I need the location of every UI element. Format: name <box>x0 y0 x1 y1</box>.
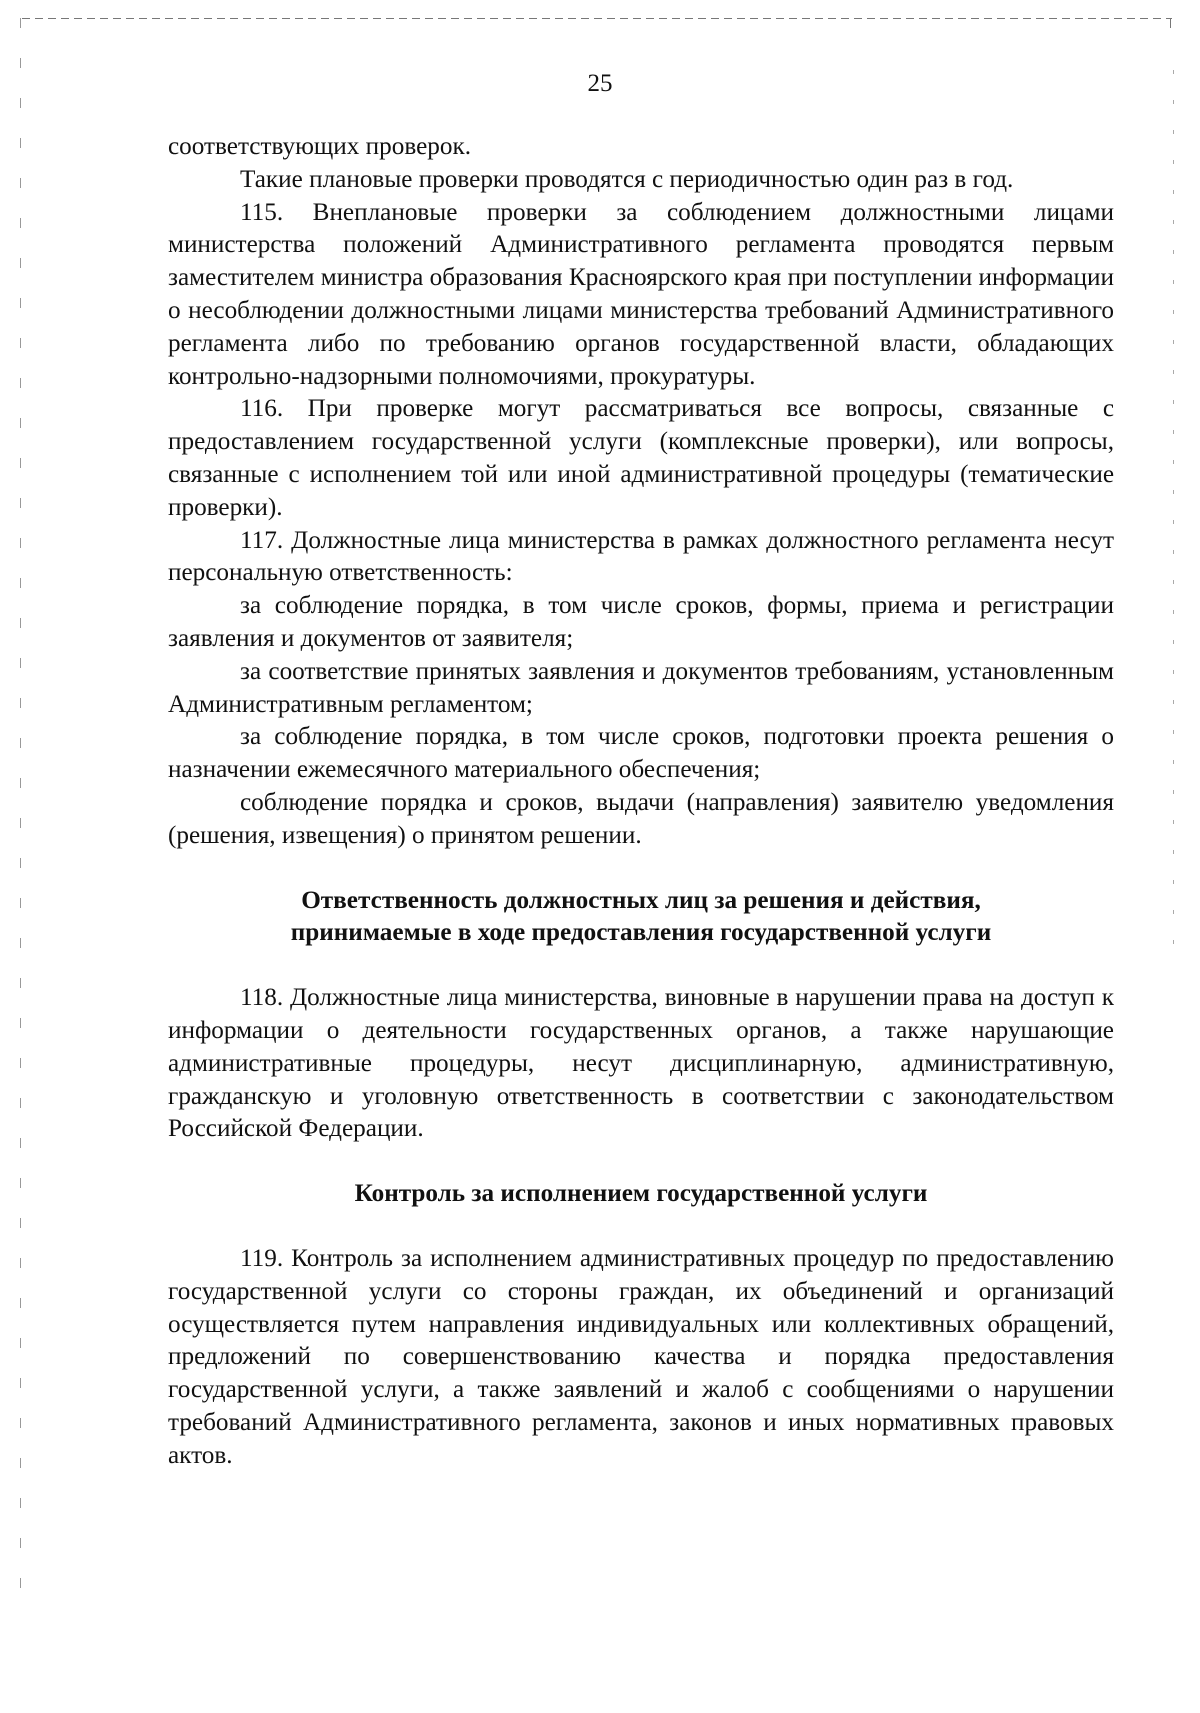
heading-line: принимаемые в ходе предоставления государственной услуги <box>290 919 992 947</box>
scan-edge-right <box>1173 70 1174 970</box>
paragraph-117: 117. Должностные лица министерства в рамках должностного регламента несут персональную ответственность: <box>168 526 1114 587</box>
page-number: 25 <box>587 70 613 97</box>
paragraph-115: 115. Внеплановые проверки за соблюдением должностными лицами министерства положений Административного регламента проводятся первым заместителем министра образования Красноярского края при поступлении информации о несоблюдении должностными лицами министерства требований Административного регламента либо по требованию органов государственной власти, обладающих контрольно-надзорными полномочиями, прокуратуры. <box>168 198 1114 390</box>
heading-line: Ответственность должностных лиц за решения и действия, <box>301 886 981 914</box>
spacer <box>168 1211 1114 1243</box>
paragraph: Такие плановые проверки проводятся с периодичностью один раз в год. <box>240 165 1014 193</box>
section-heading-control: Контроль за исполнением государственной услуги <box>354 1180 928 1208</box>
scan-edge-top <box>22 18 1172 19</box>
paragraph-119: 119. Контроль за исполнением административных процедур по предоставлению государственной услуги со стороны граждан, их объединений и организаций осуществляется путем направления индивидуальных или коллективных обращений, предложений по совершенствованию качества и порядка предоставления государственной услуги, а также заявлений и жалоб с сообщениями о нарушении требований Административного регламента, законов и иных нормативных правовых актов. <box>168 1244 1114 1469</box>
paragraph-116: 116. При проверке могут рассматриваться все вопросы, связанные с предоставлением государственной услуги (комплексные проверки), или вопросы, связанные с исполнением той или иной административной процедуры (тематические проверки). <box>168 395 1114 521</box>
spacer <box>168 950 1114 982</box>
list-item: за соблюдение порядка, в том числе сроков, формы, приема и регистрации заявления и документов от заявителя; <box>168 592 1114 652</box>
spacer <box>168 853 1114 885</box>
spacer <box>168 1146 1114 1178</box>
list-item: за соблюдение порядка, в том числе сроков, подготовки проекта решения о назначении ежемесячного материального обеспечения; <box>168 723 1114 784</box>
paragraph-118: 118. Должностные лица министерства, виновные в нарушении права на доступ к информации о деятельности государственных органов, а также нарушающие административные процедуры, несут дисциплинарную, административную, гражданскую и уголовную ответственность в соответствии с законодательством Российской Федерации. <box>168 984 1114 1143</box>
section-heading-responsibility <box>168 885 1114 951</box>
list-item: соблюдение порядка и сроков, выдачи (направления) заявителю уведомления (решения, извещения) о принятом решении. <box>168 788 1114 849</box>
list-item: за соответствие принятых заявления и документов требованиям, установленным Административным регламентом; <box>168 657 1114 718</box>
document-body <box>168 131 1114 1472</box>
paragraph: соответствующих проверок. <box>168 133 471 160</box>
scan-edge-left <box>20 18 21 1618</box>
scan-edge-tick <box>1170 18 1171 28</box>
